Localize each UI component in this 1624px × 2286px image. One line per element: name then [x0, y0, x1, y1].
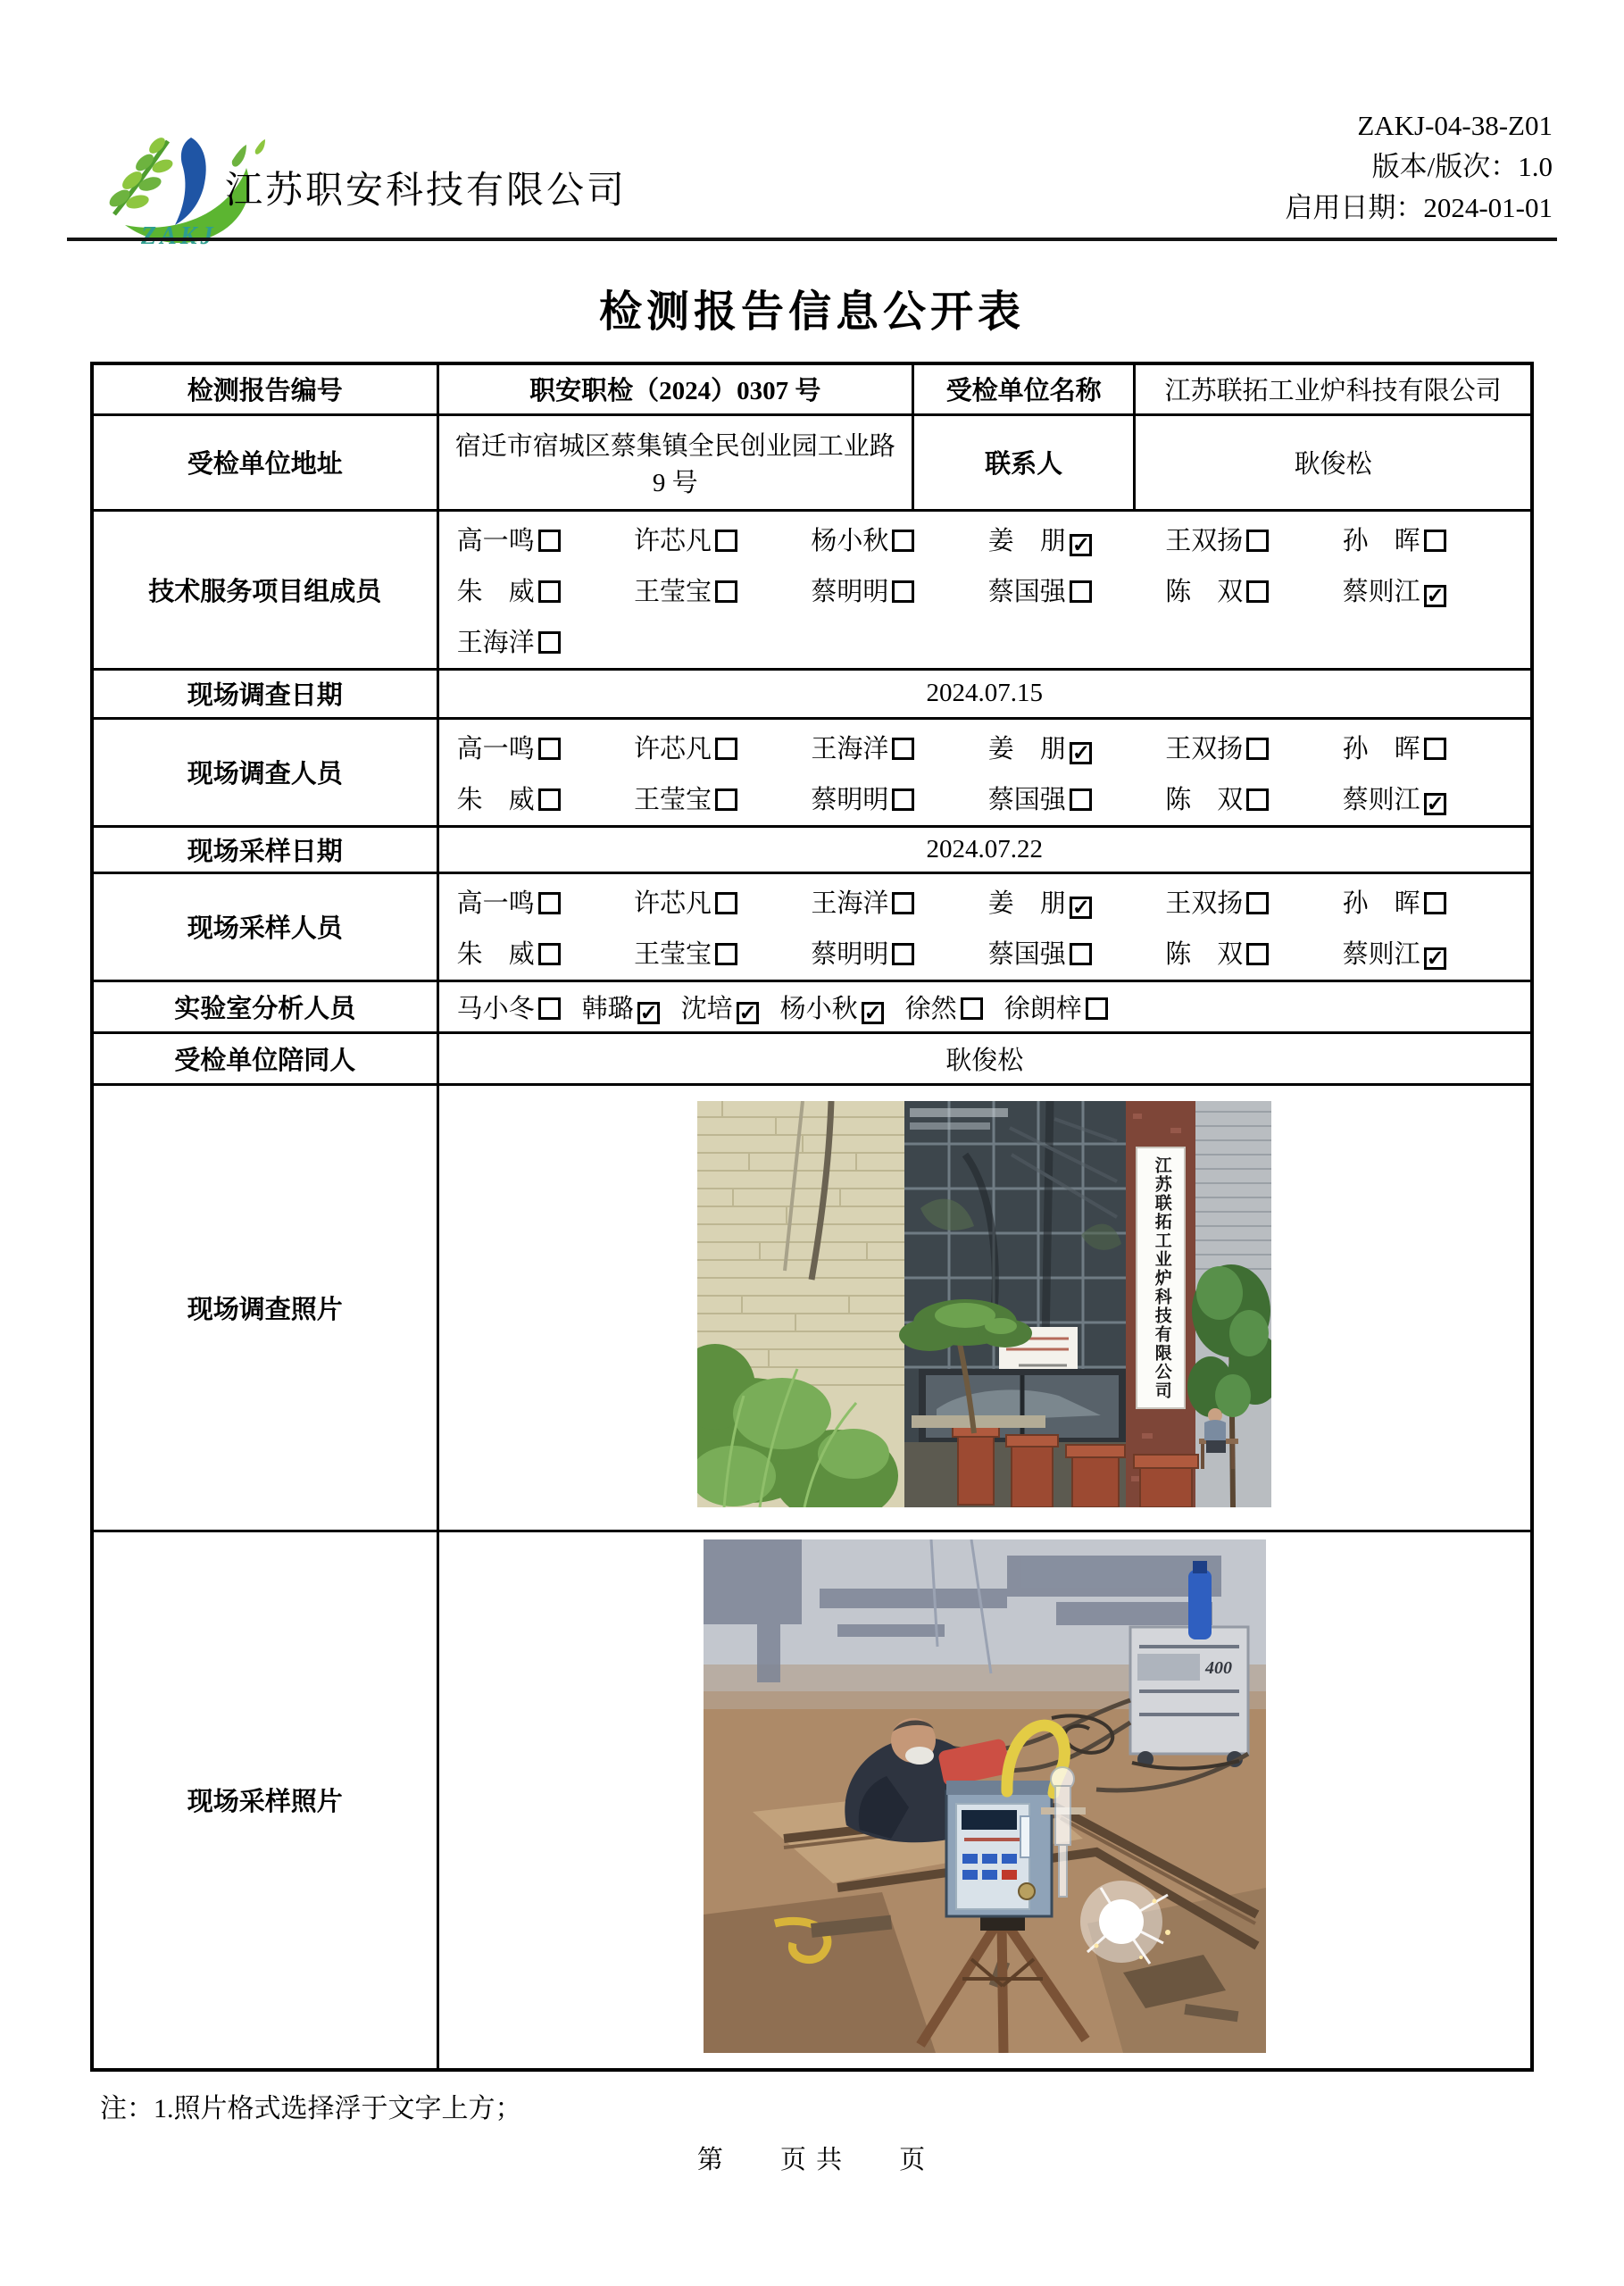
person-item [1343, 572, 1520, 608]
contact-label: 联系人 [912, 414, 1134, 510]
person-item [780, 989, 884, 1025]
person-checkbox [1070, 943, 1092, 965]
welding-machine-text: 400 [1204, 1658, 1232, 1679]
team-members-cell [437, 510, 1532, 669]
report-no-value: 职安职检（2024）0307 号 [437, 363, 912, 414]
person-checkbox: ✓ [1424, 947, 1446, 970]
survey-photo-cell [437, 1084, 1532, 1531]
person-name: 王莹宝 [634, 577, 712, 606]
person-checkbox [715, 788, 737, 811]
company-name: 江苏职安科技有限公司 [225, 171, 628, 212]
person-item [1004, 989, 1108, 1025]
person-checkbox: ✓ [737, 1002, 759, 1024]
person-name: 陈 双 [1165, 577, 1244, 606]
survey-staff-cell [437, 718, 1532, 826]
person-checkbox [715, 943, 737, 965]
page-number-footer: 第 页 共 页 [696, 2146, 928, 2174]
person-checkbox [538, 892, 561, 914]
contact-value: 耿俊松 [1135, 414, 1532, 510]
person-checkbox [961, 997, 983, 1020]
person-name: 王双扬 [1165, 526, 1244, 555]
site-sampling-photo-image [704, 1539, 1266, 2053]
person-item [457, 622, 634, 659]
person-item [457, 780, 634, 816]
person-name: 蔡明明 [811, 785, 889, 814]
person-checkbox: ✓ [1424, 585, 1446, 607]
person-item [1165, 780, 1342, 816]
person-item [1343, 883, 1520, 920]
team-members-grid [446, 513, 1523, 666]
person-name: 王海洋 [811, 889, 889, 918]
person-name: 蔡则江 [1342, 577, 1420, 606]
person-item [811, 521, 987, 557]
escort-label: 受检单位陪同人 [92, 1032, 437, 1084]
person-checkbox [538, 738, 561, 760]
person-name: 马小冬 [456, 994, 535, 1023]
person-checkbox [892, 788, 914, 811]
person-checkbox [892, 943, 914, 965]
person-name: 杨小秋 [811, 526, 889, 555]
person-checkbox: ✓ [1070, 742, 1092, 764]
site-survey-photo [697, 1101, 1271, 1507]
person-item [988, 572, 1165, 608]
person-checkbox [538, 943, 561, 965]
person-checkbox [1246, 943, 1269, 965]
report-no-label: 检测报告编号 [92, 363, 437, 414]
unit-name-value: 江苏联拓工业炉科技有限公司 [1135, 363, 1532, 414]
person-item [988, 521, 1165, 557]
person-name: 沈培 [680, 994, 733, 1023]
person-name: 王莹宝 [634, 939, 712, 969]
person-name: 孙 晖 [1342, 526, 1420, 555]
person-name: 王莹宝 [634, 785, 712, 814]
person-name: 王双扬 [1165, 889, 1244, 918]
person-name: 杨小秋 [779, 994, 858, 1023]
person-checkbox [1246, 580, 1269, 603]
person-name: 蔡则江 [1342, 785, 1420, 814]
person-checkbox [538, 997, 561, 1020]
sampling-staff-label: 现场采样人员 [92, 872, 437, 980]
person-name: 蔡则江 [1342, 939, 1420, 969]
person-item [634, 729, 811, 765]
sampling-date-value: 2024.07.22 [437, 826, 1532, 872]
person-name: 姜 朋 [987, 526, 1066, 555]
person-name: 朱 威 [456, 577, 535, 606]
person-checkbox [1246, 738, 1269, 760]
survey-photo-sign-text: 江苏联拓工业炉科技有限公司 [1152, 1156, 1171, 1400]
person-checkbox [1070, 580, 1092, 603]
person-checkbox [1070, 788, 1092, 811]
doc-version: 版本/版次：1.0 [1371, 151, 1553, 182]
person-item [457, 572, 634, 608]
person-checkbox: ✓ [1070, 534, 1092, 556]
survey-date-label: 现场调查日期 [92, 669, 437, 718]
person-name: 蔡明明 [811, 939, 889, 969]
person-checkbox [538, 530, 561, 552]
person-checkbox [892, 580, 914, 603]
doc-enable-date: 启用日期：2024-01-01 [1285, 192, 1553, 223]
person-checkbox [892, 892, 914, 914]
person-checkbox [1246, 530, 1269, 552]
person-item [905, 989, 983, 1025]
person-item [811, 572, 987, 608]
person-item [811, 883, 987, 920]
person-checkbox [538, 580, 561, 603]
person-item [457, 521, 634, 557]
person-checkbox: ✓ [637, 1002, 660, 1024]
person-name: 姜 朋 [987, 889, 1066, 918]
person-item [634, 883, 811, 920]
person-item [457, 934, 634, 971]
site-survey-photo-image [697, 1101, 1271, 1507]
address-label: 受检单位地址 [92, 414, 437, 510]
person-checkbox [538, 788, 561, 811]
person-item [1343, 521, 1520, 557]
person-name: 朱 威 [456, 939, 535, 969]
person-name: 蔡国强 [987, 785, 1066, 814]
person-name: 王海洋 [811, 734, 889, 763]
page-header [0, 0, 1624, 246]
person-checkbox [715, 530, 737, 552]
person-name: 陈 双 [1165, 785, 1244, 814]
person-item [988, 780, 1165, 816]
person-checkbox [892, 738, 914, 760]
person-item [988, 729, 1165, 765]
sampling-staff-grid [446, 876, 1523, 978]
survey-staff-grid [446, 722, 1523, 823]
person-item [582, 989, 660, 1025]
person-item [1165, 729, 1342, 765]
report-info-table [90, 362, 1534, 2072]
person-name: 蔡国强 [987, 939, 1066, 969]
person-name: 王双扬 [1165, 734, 1244, 763]
person-item [988, 883, 1165, 920]
person-name: 许芯凡 [634, 889, 712, 918]
person-checkbox [1246, 892, 1269, 914]
person-name: 韩璐 [581, 994, 634, 1023]
survey-photo-label: 现场调查照片 [92, 1084, 437, 1531]
person-item [457, 989, 561, 1025]
person-checkbox [1424, 530, 1446, 552]
person-checkbox: ✓ [1070, 897, 1092, 919]
lab-staff-row [446, 987, 1523, 1027]
page-title: 检测报告信息公开表 [598, 288, 1025, 336]
team-label: 技术服务项目组成员 [92, 510, 437, 669]
person-checkbox: ✓ [862, 1002, 884, 1024]
escort-value: 耿俊松 [437, 1032, 1532, 1084]
person-checkbox [1086, 997, 1108, 1020]
person-item [811, 780, 987, 816]
unit-name-label: 受检单位名称 [912, 363, 1134, 414]
survey-staff-label: 现场调查人员 [92, 718, 437, 826]
person-item [634, 521, 811, 557]
person-name: 王海洋 [456, 628, 535, 657]
person-item [634, 934, 811, 971]
person-item [634, 780, 811, 816]
person-name: 高一鸣 [456, 889, 535, 918]
person-name: 孙 晖 [1342, 889, 1420, 918]
footnote: 注：1.照片格式选择浮于文字上方； [100, 2094, 522, 2123]
person-checkbox [715, 738, 737, 760]
logo-text: ZAKJ [141, 222, 217, 246]
person-item [681, 989, 759, 1025]
person-checkbox [1424, 738, 1446, 760]
person-name: 许芯凡 [634, 734, 712, 763]
header-divider [67, 238, 1557, 241]
person-checkbox [1424, 892, 1446, 914]
lab-staff-cell [437, 980, 1532, 1032]
person-item [1165, 521, 1342, 557]
person-item [457, 883, 634, 920]
sampling-photo-label: 现场采样照片 [92, 1531, 437, 2070]
person-item [811, 729, 987, 765]
person-item [457, 729, 634, 765]
lab-staff-label: 实验室分析人员 [92, 980, 437, 1032]
person-checkbox [715, 892, 737, 914]
person-name: 徐然 [904, 994, 957, 1023]
person-name: 陈 双 [1165, 939, 1244, 969]
person-name: 蔡明明 [811, 577, 889, 606]
person-item [811, 934, 987, 971]
person-item [1343, 934, 1520, 971]
person-checkbox [715, 580, 737, 603]
person-item [1343, 729, 1520, 765]
address-value: 宿迁市宿城区蔡集镇全民创业园工业路 9 号 [437, 414, 912, 510]
person-item [1165, 572, 1342, 608]
site-sampling-photo [704, 1539, 1266, 2053]
person-checkbox [538, 631, 561, 654]
person-item [988, 934, 1165, 971]
person-name: 朱 威 [456, 785, 535, 814]
person-item [634, 572, 811, 608]
person-name: 高一鸣 [456, 734, 535, 763]
person-name: 蔡国强 [987, 577, 1066, 606]
person-name: 徐朗梓 [1004, 994, 1082, 1023]
person-name: 许芯凡 [634, 526, 712, 555]
person-checkbox: ✓ [1424, 793, 1446, 815]
person-item [1343, 780, 1520, 816]
person-checkbox [892, 530, 914, 552]
person-checkbox [1246, 788, 1269, 811]
survey-date-value: 2024.07.15 [437, 669, 1532, 718]
sampling-staff-cell [437, 872, 1532, 980]
person-name: 姜 朋 [987, 734, 1066, 763]
person-item [1165, 883, 1342, 920]
doc-code: ZAKJ-04-38-Z01 [1357, 110, 1553, 141]
person-name: 高一鸣 [456, 526, 535, 555]
sampling-date-label: 现场采样日期 [92, 826, 437, 872]
document-meta [1285, 105, 1553, 229]
person-name: 孙 晖 [1342, 734, 1420, 763]
sampling-photo-cell [437, 1531, 1532, 2070]
person-item [1165, 934, 1342, 971]
